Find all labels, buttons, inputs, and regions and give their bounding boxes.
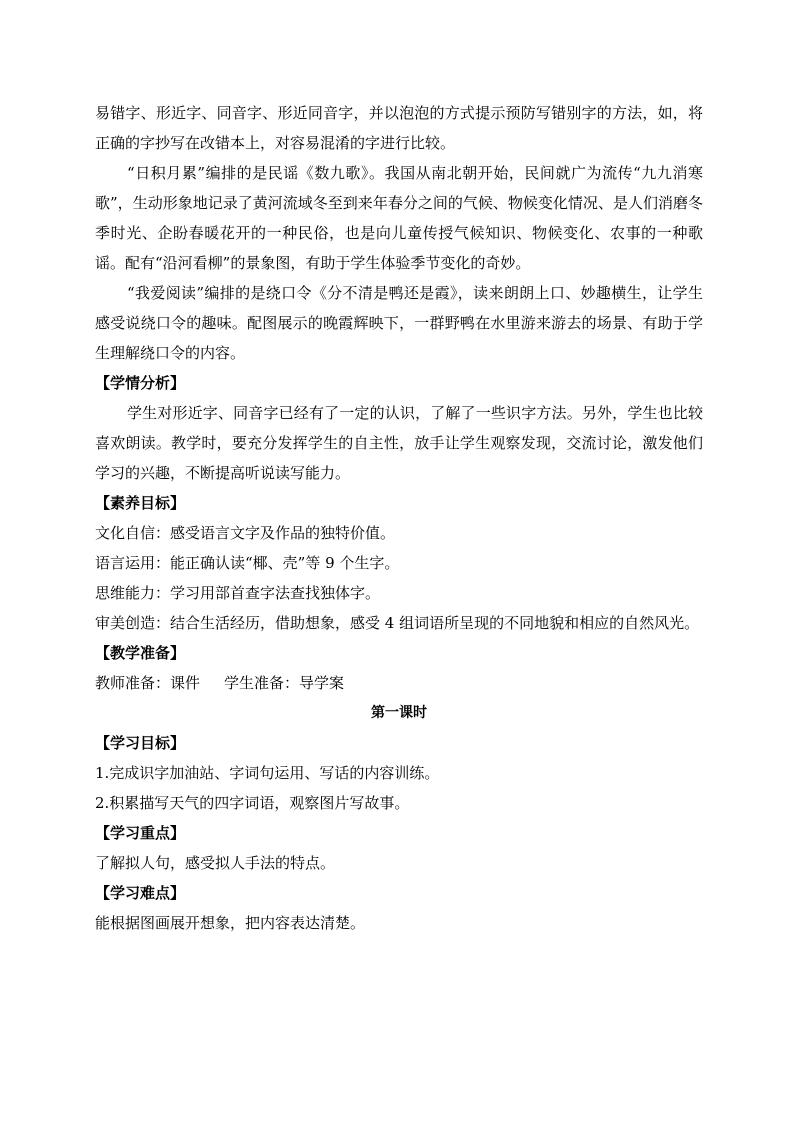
prep-teacher: 教师准备：课件 — [95, 674, 201, 692]
document-page — [95, 98, 703, 938]
prep-heading: 【教学准备】 — [95, 644, 186, 662]
goal-item-culture: 文化自信：感受语言文字及作品的独特价值。 — [95, 524, 396, 542]
goal-item-language: 语言运用：能正确认读“椰、壳”等 9 个生字。 — [95, 554, 400, 572]
difficulty-heading: 【学习难点】 — [95, 884, 186, 902]
intro-paragraph-3: “我爱阅读”编排的是绕口令《分不清是鸭还是霞》，读来朗朗上口、妙趣横生，让学生感受说绕口令的趣味。配图展示的晚霞辉映下，一群野鸭在水里游来游去的场景、有助于学生理解绕口令的内容。 — [95, 284, 703, 362]
intro-paragraph-2: “日积月累”编排的是民谣《数九歌》。我国从南北朝开始，民间就广为流传“九九消寒歌”，生动形象地记录了黄河流域冬至到来年春分之间的气候、物候变化情况、是人们消磨冬季时光、企盼春暖花开的一种民俗，也是向儿童传授气候知识、物候变化、农事的一种歌谣。配有“沿河看柳”的景象图，有助于学生体验季节变化的奇妙。 — [95, 164, 703, 272]
lesson-title: 第一课时 — [371, 705, 427, 721]
objective-item-1: 1.完成识字加油站、字词句运用、写话的内容训练。 — [95, 764, 440, 782]
focus-heading: 【学习重点】 — [95, 824, 186, 842]
goal-item-aesthetic: 审美创造：结合生活经历，借助想象，感受 4 组词语所呈现的不同地貌和相应的自然风光。 — [95, 614, 700, 632]
goals-heading: 【素养目标】 — [95, 494, 186, 512]
analysis-paragraph: 学生对形近字、同音字已经有了一定的认识，了解了一些识字方法。另外，学生也比较喜欢朗读。教学时，要充分发挥学生的自主性，放手让学生观察发现，交流讨论，激发他们学习的兴趣，不断提高听说读写能力。 — [95, 404, 703, 482]
goal-item-thinking: 思维能力：学习用部首查字法查找独体字。 — [95, 584, 381, 602]
objectives-heading: 【学习目标】 — [95, 734, 186, 752]
focus-text: 了解拟人句，感受拟人手法的特点。 — [95, 854, 336, 872]
intro-paragraph-1: 易错字、形近字、同音字、形近同音字，并以泡泡的方式提示预防写错别字的方法，如，将正确的字抄写在改错本上，对容易混淆的字进行比较。 — [95, 104, 703, 152]
prep-student: 学生准备：导学案 — [224, 674, 345, 692]
analysis-heading: 【学情分析】 — [95, 374, 186, 392]
difficulty-text: 能根据图画展开想象，把内容表达清楚。 — [95, 914, 366, 932]
objective-item-2: 2.积累描写天气的四字词语，观察图片写故事。 — [95, 794, 410, 812]
prep-line — [95, 668, 703, 698]
